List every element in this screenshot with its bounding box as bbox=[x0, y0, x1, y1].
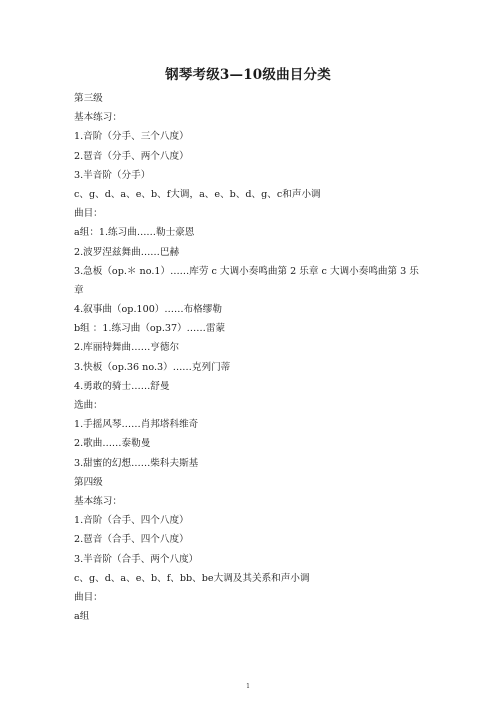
text-line: 2.波罗涅兹舞曲……巴赫 bbox=[74, 246, 180, 258]
document-title: 钢琴考级3—10级曲目分类 bbox=[165, 67, 331, 83]
text-line: 3.半音阶（合手、两个八度） bbox=[74, 553, 199, 565]
subheading-basic-exercises: 基本练习： bbox=[74, 495, 122, 507]
subheading-basic-exercises: 基本练习： bbox=[74, 112, 122, 124]
document-body bbox=[74, 89, 424, 626]
text-line: 1.手摇风琴……肖邦塔科维奇 bbox=[74, 419, 199, 431]
subheading-selected-pieces: 选曲： bbox=[74, 400, 103, 412]
text-line: a组：1.练习曲……勒士豪恩 bbox=[74, 227, 195, 239]
text-line: 3.甜蜜的幻想……柴科夫斯基 bbox=[74, 457, 199, 469]
section-heading-grade-4: 第四级 bbox=[74, 476, 103, 488]
text-line: c、g、d、a、e、b、f大调，a、e、b、d、g、c和声小调 bbox=[74, 188, 321, 200]
section-heading-grade-3: 第三级 bbox=[74, 93, 103, 104]
text-line: 2.琶音（分手、两个八度） bbox=[74, 150, 189, 162]
text-line: 4.叙事曲（op.100）……布格缪勒 bbox=[74, 304, 222, 316]
text-line: 3.急板（op.＊ no.1）……库劳 c 大调小奏鸣曲第 2 乐章 c 大调小奏鸣曲第 3 乐章 bbox=[74, 265, 419, 296]
text-line: 1.音阶（合手、四个八度） bbox=[74, 515, 189, 527]
subheading-pieces: 曲目： bbox=[74, 208, 103, 220]
text-line: 4.勇敢的骑士……舒曼 bbox=[74, 380, 170, 392]
text-line: c、g、d、a、e、b、f、bb、be大调及其关系和声小调 bbox=[74, 572, 310, 584]
text-line: 3.半音阶（分手） bbox=[74, 169, 151, 181]
text-line: a组 bbox=[74, 611, 90, 623]
text-line: 1.音阶（分手、三个八度） bbox=[74, 131, 189, 143]
text-line: 2.库丽特舞曲……亨德尔 bbox=[74, 342, 180, 354]
text-line: 3.快板（op.36 no.3）……克列门蒂 bbox=[74, 361, 231, 373]
page-number: 1 bbox=[246, 683, 250, 690]
subheading-pieces: 曲目： bbox=[74, 591, 103, 603]
text-line: 2.琶音（合手、四个八度） bbox=[74, 534, 189, 546]
text-line: b组 ：1.练习曲（op.37）……雷蒙 bbox=[74, 323, 226, 335]
text-line: 2.歌曲……泰勒曼 bbox=[74, 438, 151, 450]
